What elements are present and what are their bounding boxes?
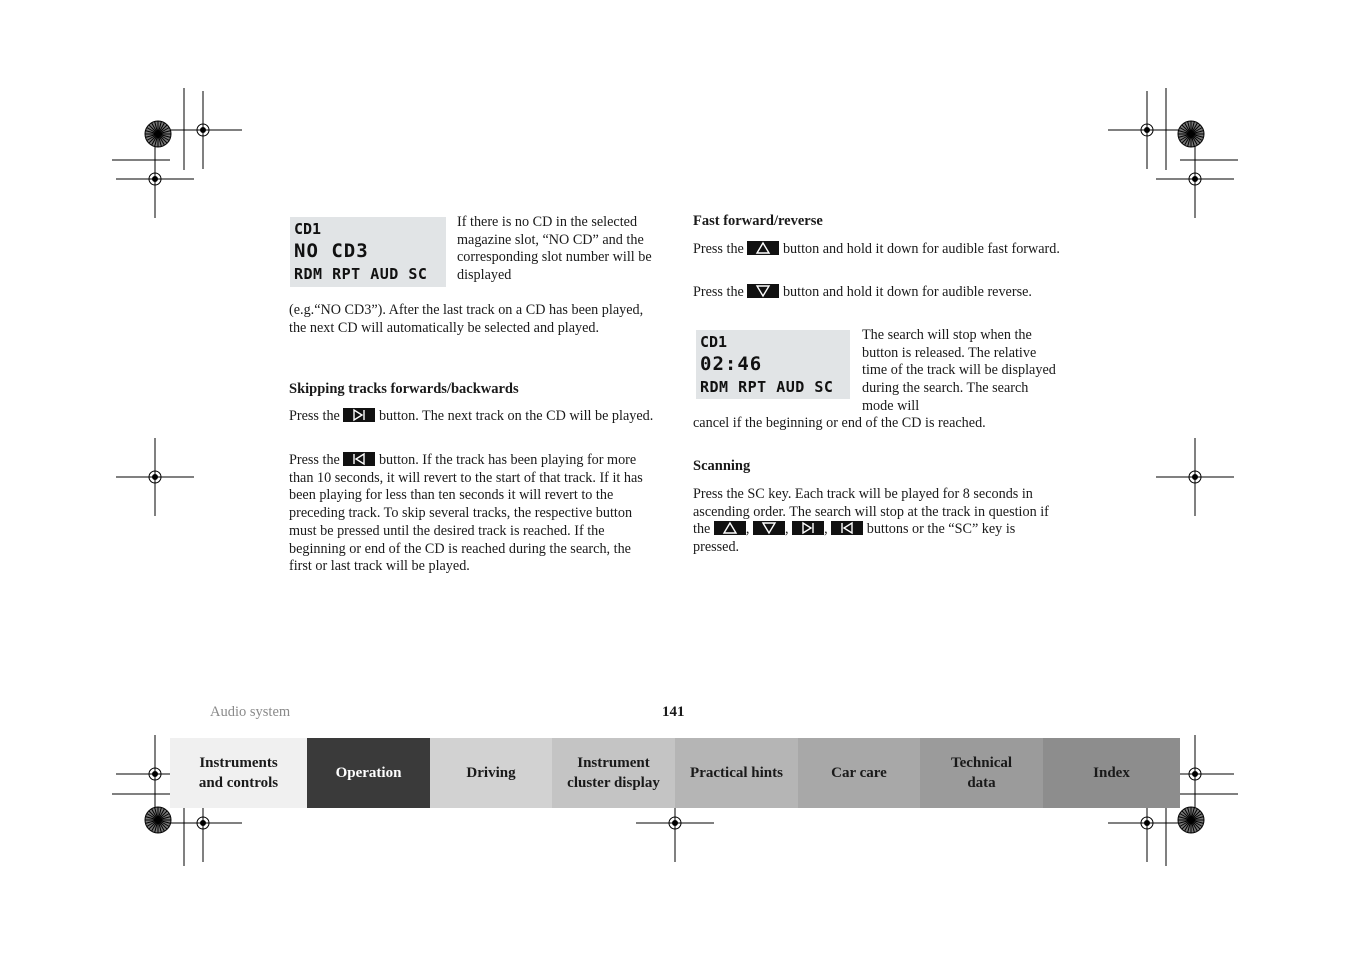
ff-paragraph-2 [693, 284, 1061, 302]
intro-text: If there is no CD in the selected magazine slot, “NO CD” and the corresponding slot number will be displayed [457, 214, 652, 284]
tab-instruments-and-controls[interactable] [170, 738, 307, 808]
scan-p2-post: buttons or the [866, 521, 945, 538]
skip-p2-post: button. If the track has been playing for more than 10 seconds, it will revert to the start of that track. If it has been playing for less than ten seconds it will revert to the preceding track. To skip several tracks, the respective button must be pressed until the desired track is reached. If the beginning or end of the CD is reached during the search, the first or last track will be played. [289, 452, 643, 575]
tab-index[interactable] [1043, 738, 1180, 808]
display-line-1: CD1 [294, 220, 322, 238]
scan-p2-pre: question if the [693, 503, 1049, 538]
ff-p1-pre: Press the [693, 241, 744, 257]
display-line-3: RDM RPT AUD SC [294, 265, 428, 283]
ff-p1-post: button and hold it down for audible fast forward. [782, 241, 1060, 257]
skip-paragraph-1 [289, 408, 657, 426]
triangle-up-icon [714, 521, 746, 535]
triangle-up-icon [747, 241, 779, 255]
search-text-continued: cancel if the beginning or end of the CD is reached. [693, 415, 986, 431]
tab-driving[interactable] [430, 738, 552, 808]
skip-previous-icon [343, 452, 375, 466]
scan-sep: , [824, 521, 828, 538]
intro-text-continued: (e.g.“NO CD3”). After the last track on a CD has been played, the next CD will automatically be selected and played. [289, 302, 644, 336]
tab-label: Practical hints [690, 765, 783, 781]
tab-operation[interactable] [307, 738, 430, 808]
skip-heading: Skipping tracks forwards/backwards [289, 381, 519, 397]
tab-technical-data[interactable] [920, 738, 1043, 808]
scanning-heading: Scanning [693, 458, 751, 474]
ff-p2-post: button and hold it down for audible reverse. [782, 284, 1032, 300]
skip-paragraph-2 [289, 452, 657, 576]
display-line-3: RDM RPT AUD SC [700, 378, 834, 396]
skip-previous-icon [831, 521, 863, 535]
skip-next-icon [343, 408, 375, 422]
tab-label: Index [1093, 765, 1130, 781]
fast-forward-heading: Fast forward/reverse [693, 213, 823, 229]
tab-label: Operation [335, 765, 402, 781]
search-text: The search will stop when the button is released. The relative time of the track will be displayed during the search. The search mode will [862, 327, 1056, 414]
tab-instrument-cluster-display[interactable] [552, 738, 675, 808]
section-label: Audio system [210, 704, 291, 720]
display-line-1: CD1 [700, 333, 728, 351]
scan-sep: , [745, 521, 750, 538]
skip-p2-pre: Press the [289, 452, 340, 468]
tab-label: Instruments and controls [198, 755, 279, 791]
page-number: 141 [662, 704, 685, 720]
ff-p2-pre: Press the [693, 284, 744, 300]
triangle-down-icon [747, 284, 779, 298]
skip-p1-post: button. The next track on the CD will be played. [378, 408, 654, 424]
skip-next-icon [792, 521, 824, 535]
tab-label: Car care [831, 765, 887, 781]
tab-label: Driving [466, 765, 516, 781]
radio-display-no-cd [290, 217, 446, 287]
tab-label: Technical data [950, 755, 1013, 791]
scan-sep: , [784, 521, 789, 538]
display-line-2: NO CD3 [294, 240, 369, 262]
tab-practical-hints[interactable] [675, 738, 798, 808]
tab-car-care[interactable] [798, 738, 920, 808]
scan-paragraph [693, 486, 1061, 557]
tab-label: Instrument cluster display [567, 755, 660, 791]
display-line-2: 02:46 [700, 353, 763, 375]
ff-paragraph-1 [693, 241, 1061, 259]
radio-display-time [696, 330, 850, 399]
triangle-down-icon [753, 521, 785, 535]
scan-p3: “SC” key is pressed. [693, 521, 1016, 556]
scan-p1: Press the SC key. Each track will be played for 8 seconds in ascending order. The search will stop at the track in [693, 486, 1033, 520]
skip-p1-pre: Press the [289, 408, 340, 424]
